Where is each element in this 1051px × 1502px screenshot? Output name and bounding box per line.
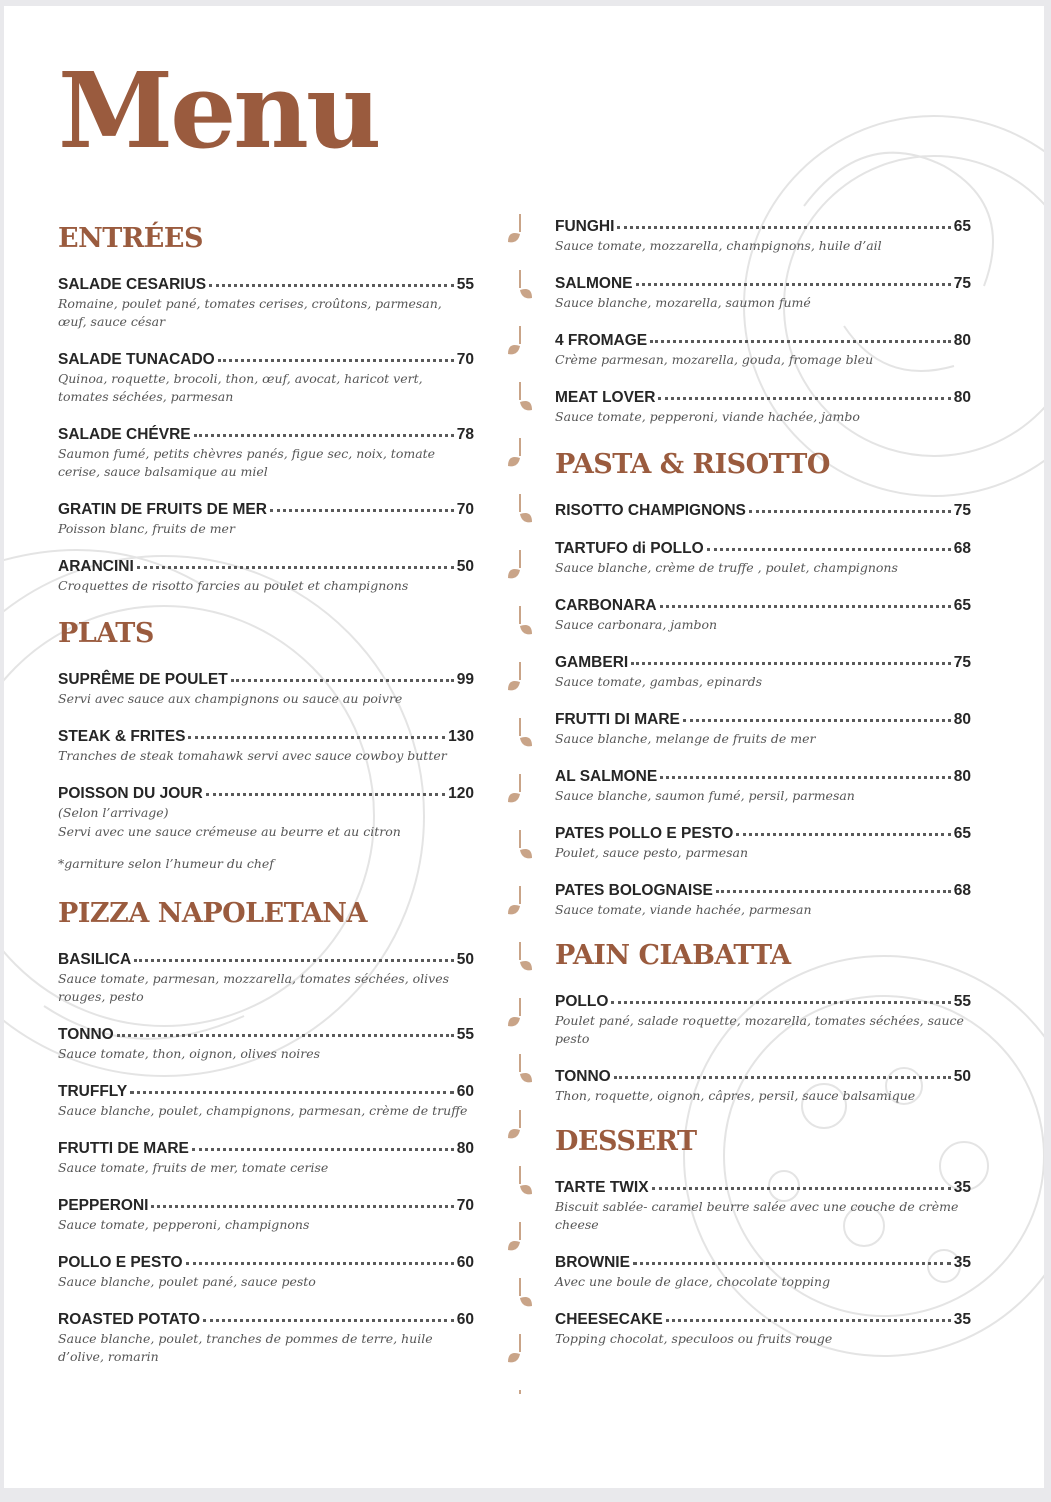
menu-item-header <box>555 654 971 672</box>
menu-item-name: POLLO E PESTO <box>58 1254 183 1271</box>
menu-item <box>58 1026 474 1063</box>
menu-item-description: Sauce tomate, pepperoni, champignons <box>58 1217 310 1232</box>
menu-item-description: Avec une boule de glace, chocolate topping <box>555 1274 831 1289</box>
menu-item-price: 55 <box>456 1026 474 1043</box>
menu-item-description: Poulet pané, salade roquette, mozarella, tomates séchées, sauce pesto <box>555 1013 964 1046</box>
menu-item-price: 80 <box>953 711 971 728</box>
pasta-list <box>555 502 971 919</box>
entrees-list <box>58 276 474 595</box>
menu-item-description: Sauce tomate, viande hachée, parmesan <box>555 902 812 917</box>
menu-item <box>58 276 474 331</box>
dotted-leader <box>151 1195 453 1208</box>
menu-item-price: 80 <box>953 768 971 785</box>
menu-item-name: GAMBERI <box>555 654 629 671</box>
menu-item-name: CARBONARA <box>555 597 657 614</box>
dotted-leader <box>194 424 454 437</box>
menu-item-header <box>555 275 971 293</box>
menu-item-price: 130 <box>448 728 474 745</box>
dotted-leader <box>130 1081 454 1094</box>
menu-item-price: 70 <box>456 1197 474 1214</box>
menu-item <box>58 558 474 595</box>
menu-item-description: Saumon fumé, petits chèvres panés, figue sec, noix, tomate cerise, sauce balsamique au miel <box>58 446 436 479</box>
vine-leaf <box>520 289 532 298</box>
dotted-leader <box>707 538 951 551</box>
vine-leaf <box>520 625 532 634</box>
menu-item-description: (Selon l’arrivage) <box>58 805 169 820</box>
menu-item-description: Romaine, poulet pané, tomates cerises, croûtons, parmesan, œuf, sauce césar <box>58 296 442 329</box>
menu-item-description: Sauce blanche, poulet, champignons, parmesan, crème de truffe <box>58 1103 468 1118</box>
dotted-leader <box>611 991 950 1004</box>
vine-leaf <box>508 1129 520 1138</box>
vine-leaf <box>520 1073 532 1082</box>
menu-item-price: 60 <box>456 1311 474 1328</box>
menu-item-header <box>58 951 474 969</box>
menu-item-header <box>555 1068 971 1086</box>
menu-item-header <box>555 768 971 786</box>
menu-item-header <box>58 728 474 746</box>
menu-item-name: STEAK & FRITES <box>58 728 186 745</box>
menu-item-description: Servi avec sauce aux champignons ou sauce au poivre <box>58 691 403 706</box>
section-ciabatta <box>555 939 971 1105</box>
vine-leaf <box>520 849 532 858</box>
vine-leaf <box>520 1297 532 1306</box>
menu-item-name: 4 FROMAGE <box>555 332 648 349</box>
dotted-leader <box>137 556 454 569</box>
menu-item-description: Sauce carbonara, jambon <box>555 617 718 632</box>
menu-item-price: 68 <box>953 882 971 899</box>
menu-item-header <box>555 540 971 558</box>
menu-item <box>555 1179 971 1234</box>
vine-leaf <box>520 513 532 522</box>
vine-leaf <box>508 457 520 466</box>
menu-item-price: 75 <box>953 275 971 292</box>
section-title-entrees: ENTRÉES <box>58 223 203 254</box>
menu-item-name: ARANCINI <box>58 558 134 575</box>
menu-item <box>555 825 971 862</box>
menu-title: Menu <box>58 49 379 172</box>
menu-item-price: 68 <box>953 540 971 557</box>
dotted-leader <box>209 274 454 287</box>
dotted-leader <box>660 766 951 779</box>
menu-item-price: 35 <box>953 1311 971 1328</box>
menu-item-description: Sauce blanche, melange de fruits de mer <box>555 731 816 746</box>
dotted-leader <box>134 949 454 962</box>
menu-item <box>58 426 474 481</box>
menu-item-name: MEAT LOVER <box>555 389 656 406</box>
menu-item-price: 55 <box>953 993 971 1010</box>
menu-item-description: Tranches de steak tomahawk servi avec sauce cowboy butter <box>58 748 447 763</box>
menu-item <box>555 1311 971 1348</box>
dotted-leader <box>736 823 950 836</box>
dotted-leader <box>614 1066 951 1079</box>
menu-item-name: POLLO <box>555 993 609 1010</box>
menu-item-price: 80 <box>953 389 971 406</box>
pizza-list <box>58 951 474 1366</box>
menu-item-name: TRUFFLY <box>58 1083 128 1100</box>
dotted-leader <box>117 1024 454 1037</box>
menu-item-description: Servi avec une sauce crémeuse au beurre et au citron <box>58 824 401 839</box>
plats-list <box>58 671 474 841</box>
ciabatta-list <box>555 993 971 1105</box>
menu-item <box>555 389 971 426</box>
menu-item-price: 80 <box>953 332 971 349</box>
menu-item-description: Topping chocolat, speculoos ou fruits rouge <box>555 1331 833 1346</box>
menu-item-description: Quinoa, roquette, brocoli, thon, œuf, avocat, haricot vert, tomates séchées, parmesan <box>58 371 423 404</box>
menu-item <box>58 1140 474 1177</box>
menu-item-description: Sauce tomate, gambas, epinards <box>555 674 763 689</box>
menu-item-description: Sauce tomate, pepperoni, viande hachée, jambo <box>555 409 860 424</box>
dotted-leader <box>650 330 951 343</box>
vine-leaf <box>520 401 532 410</box>
menu-item-price: 78 <box>456 426 474 443</box>
menu-item <box>555 597 971 634</box>
right-column <box>555 218 971 1368</box>
menu-item-description: Sauce blanche, poulet, tranches de pommes de terre, huile d’olive, romarin <box>58 1331 433 1364</box>
section-title-ciabatta: PAIN CIABATTA <box>555 940 791 971</box>
vine-divider <box>504 214 536 1414</box>
menu-item-description: Sauce blanche, mozarella, saumon fumé <box>555 295 811 310</box>
dotted-leader <box>716 880 951 893</box>
menu-item-header <box>58 1197 474 1215</box>
menu-item-header <box>555 993 971 1011</box>
menu-item-header <box>555 882 971 900</box>
menu-item <box>555 275 971 312</box>
menu-item <box>58 1197 474 1234</box>
vine-leaf <box>508 1017 520 1026</box>
section-pizza-continued <box>555 218 971 426</box>
menu-item-description: Sauce tomate, fruits de mer, tomate cerise <box>58 1160 329 1175</box>
dotted-leader <box>218 349 454 362</box>
menu-item-header <box>58 558 474 576</box>
menu-item-price: 35 <box>953 1254 971 1271</box>
menu-item-price: 65 <box>953 597 971 614</box>
menu-item <box>555 654 971 691</box>
menu-item-name: CHEESECAKE <box>555 1311 663 1328</box>
vine-leaf <box>508 1353 520 1362</box>
pizza-continued-list <box>555 218 971 426</box>
menu-item-name: ROASTED POTATO <box>58 1311 201 1328</box>
menu-item-description: Biscuit sablée- caramel beurre salée avec une couche de crème cheese <box>555 1199 959 1232</box>
menu-item-description: Thon, roquette, oignon, câpres, persil, sauce balsamique <box>555 1088 916 1103</box>
menu-item-name: PATES BOLOGNAISE <box>555 882 713 899</box>
menu-item-price: 75 <box>953 654 971 671</box>
menu-item-name: FRUTTI DI MARE <box>555 711 680 728</box>
menu-item-header <box>58 426 474 444</box>
menu-item-header <box>58 1254 474 1272</box>
menu-item-price: 80 <box>456 1140 474 1157</box>
menu-item <box>58 785 474 841</box>
menu-item-name: GRATIN DE FRUITS DE MER <box>58 501 267 518</box>
dotted-leader <box>186 1252 454 1265</box>
menu-item <box>555 502 971 520</box>
menu-item-name: SALADE CHÉVRE <box>58 426 191 443</box>
menu-item-name: TONNO <box>58 1026 114 1043</box>
dotted-leader <box>631 652 951 665</box>
menu-item-name: RISOTTO CHAMPIGNONS <box>555 502 746 519</box>
menu-item-description: Poisson blanc, fruits de mer <box>58 521 235 536</box>
section-title-plats: PLATS <box>58 618 154 649</box>
menu-item <box>555 218 971 255</box>
section-title-dessert: DESSERT <box>555 1126 697 1157</box>
menu-item-name: BROWNIE <box>555 1254 630 1271</box>
menu-item-header <box>58 501 474 519</box>
menu-item-price: 120 <box>448 785 474 802</box>
menu-item-header <box>555 1254 971 1272</box>
section-title-pizza: PIZZA NAPOLETANA <box>58 898 367 929</box>
menu-item-name: SALMONE <box>555 275 633 292</box>
menu-item-header <box>58 671 474 689</box>
menu-item-header <box>555 1179 971 1197</box>
menu-item-header <box>555 502 971 520</box>
menu-item-price: 65 <box>953 218 971 235</box>
menu-item-description: Crème parmesan, mozarella, gouda, fromage bleu <box>555 352 874 367</box>
menu-item <box>58 1083 474 1120</box>
menu-item-header <box>58 1026 474 1044</box>
menu-item <box>555 882 971 919</box>
menu-item-price: 35 <box>953 1179 971 1196</box>
vine-leaf <box>508 233 520 242</box>
menu-item-description: Sauce tomate, parmesan, mozzarella, tomates séchées, olives rouges, pesto <box>58 971 450 1004</box>
menu-item-name: POISSON DU JOUR <box>58 785 203 802</box>
menu-item-price: 60 <box>456 1083 474 1100</box>
menu-item-price: 50 <box>456 951 474 968</box>
menu-item-price: 50 <box>456 558 474 575</box>
menu-item-description: Sauce tomate, mozzarella, champignons, huile d’ail <box>555 238 882 253</box>
menu-item-name: AL SALMONE <box>555 768 658 785</box>
chef-note: *garniture selon l’humeur du chef <box>58 856 274 871</box>
dotted-leader <box>683 709 951 722</box>
section-entrees <box>58 222 474 595</box>
vine-leaf <box>508 905 520 914</box>
menu-item <box>555 768 971 805</box>
menu-item-description: Sauce tomate, thon, oignon, olives noires <box>58 1046 321 1061</box>
vine-leaf <box>520 1185 532 1194</box>
menu-item <box>555 1068 971 1105</box>
dotted-leader <box>188 726 445 739</box>
dotted-leader <box>203 1309 454 1322</box>
menu-item-name: TONNO <box>555 1068 611 1085</box>
menu-item-header <box>555 332 971 350</box>
dotted-leader <box>660 595 951 608</box>
vine-leaf <box>508 345 520 354</box>
menu-item <box>58 351 474 406</box>
section-title-pasta: PASTA & RISOTTO <box>555 449 830 480</box>
menu-item-header <box>555 711 971 729</box>
menu-item-name: PATES POLLO E PESTO <box>555 825 734 842</box>
left-column <box>58 222 474 1386</box>
menu-item <box>555 332 971 369</box>
vine-leaf <box>508 793 520 802</box>
menu-item-price: 75 <box>953 502 971 519</box>
menu-item-name: BASILICA <box>58 951 132 968</box>
menu-item <box>58 1254 474 1291</box>
menu-item-header <box>58 1083 474 1101</box>
menu-item-description: Croquettes de risotto farcies au poulet et champignons <box>58 578 409 593</box>
menu-item <box>555 993 971 1048</box>
menu-item-header <box>58 276 474 294</box>
menu-item-header <box>555 1311 971 1329</box>
section-pizza <box>58 897 474 1366</box>
menu-item-header <box>58 351 474 369</box>
menu-item <box>58 1311 474 1366</box>
menu-item <box>555 1254 971 1291</box>
menu-item-header <box>555 597 971 615</box>
dotted-leader <box>633 1252 951 1265</box>
menu-item <box>555 711 971 748</box>
menu-item-description: Sauce blanche, crème de truffe , poulet, champignons <box>555 560 898 575</box>
menu-item <box>58 728 474 765</box>
menu-item <box>58 951 474 1006</box>
menu-item-price: 50 <box>953 1068 971 1085</box>
section-pasta <box>555 448 971 919</box>
menu-item-name: PEPPERONI <box>58 1197 149 1214</box>
menu-item-description: Poulet, sauce pesto, parmesan <box>555 845 749 860</box>
menu-item-header <box>58 785 474 803</box>
dotted-leader <box>636 273 951 286</box>
menu-item-header <box>555 825 971 843</box>
dotted-leader <box>231 669 454 682</box>
dotted-leader <box>666 1309 951 1322</box>
menu-item-price: 99 <box>456 671 474 688</box>
menu-item-header <box>555 389 971 407</box>
dotted-leader <box>206 783 445 796</box>
menu-item-name: SUPRÊME DE POULET <box>58 671 228 688</box>
menu-item <box>58 671 474 708</box>
dotted-leader <box>270 499 454 512</box>
menu-item-name: TARTUFO di POLLO <box>555 540 704 557</box>
dotted-leader <box>652 1177 951 1190</box>
dessert-list <box>555 1179 971 1348</box>
menu-item <box>555 540 971 577</box>
menu-item-name: FRUTTI DE MARE <box>58 1140 189 1157</box>
menu-item-price: 60 <box>456 1254 474 1271</box>
menu-item-description: Sauce blanche, saumon fumé, persil, parmesan <box>555 788 855 803</box>
menu-item-price: 55 <box>456 276 474 293</box>
vine-leaf <box>520 961 532 970</box>
menu-item-name: FUNGHI <box>555 218 615 235</box>
menu-page <box>4 6 1044 1488</box>
menu-item-name: SALADE TUNACADO <box>58 351 215 368</box>
menu-item-description: Sauce blanche, poulet pané, sauce pesto <box>58 1274 316 1289</box>
menu-item-price: 70 <box>456 501 474 518</box>
dotted-leader <box>749 500 951 513</box>
vine-leaf <box>508 1241 520 1250</box>
menu-item-header <box>555 218 971 236</box>
menu-item-name: SALADE CESARIUS <box>58 276 207 293</box>
vine-leaf <box>508 681 520 690</box>
section-plats <box>58 617 474 873</box>
dotted-leader <box>617 216 950 229</box>
menu-item-name: TARTE TWIX <box>555 1179 649 1196</box>
menu-item-header <box>58 1311 474 1329</box>
menu-item-price: 65 <box>953 825 971 842</box>
menu-item-header <box>58 1140 474 1158</box>
dotted-leader <box>658 387 950 400</box>
vine-leaf <box>520 737 532 746</box>
menu-item-price: 70 <box>456 351 474 368</box>
menu-item <box>58 501 474 538</box>
vine-leaf <box>508 569 520 578</box>
section-dessert <box>555 1125 971 1348</box>
dotted-leader <box>192 1138 454 1151</box>
